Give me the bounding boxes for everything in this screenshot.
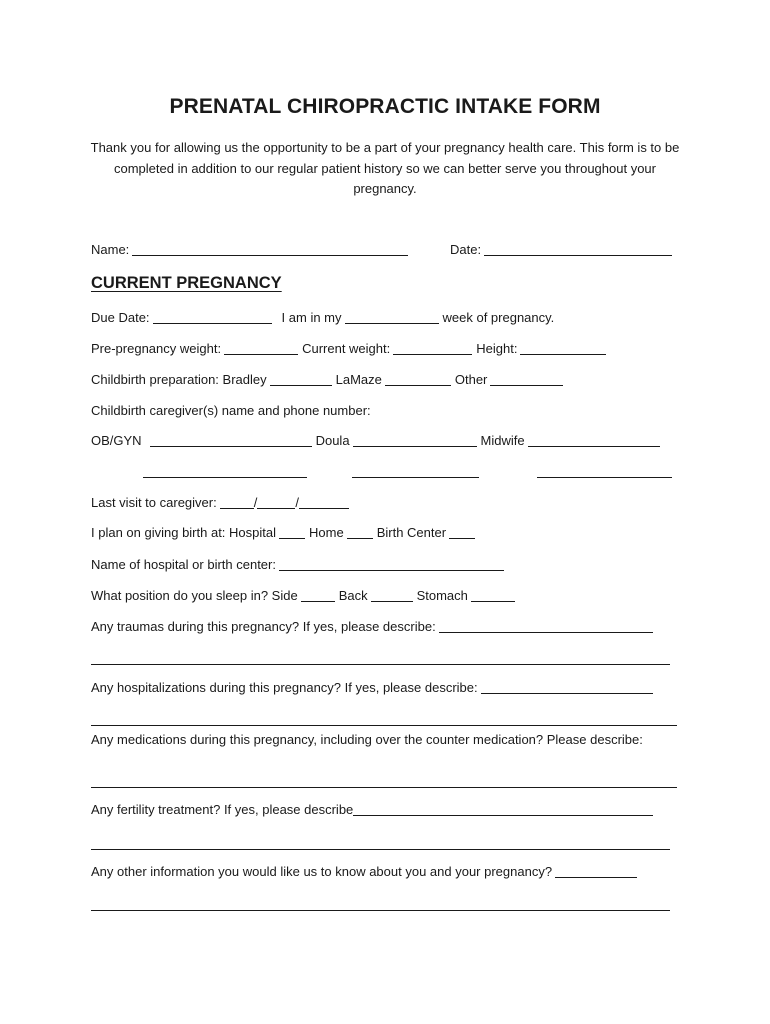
lamaze-field[interactable] (385, 373, 451, 386)
weight-row (91, 341, 610, 357)
lamaze-label: LaMaze (335, 372, 382, 387)
birth-plan-hospital-label: I plan on giving birth at: Hospital (91, 525, 276, 540)
hospitalizations-field[interactable] (481, 681, 653, 694)
midwife-label: Midwife (480, 433, 525, 448)
caregiver-names-row (91, 433, 664, 449)
form-intro: Thank you for allowing us the opportunity to be a part of your pregnancy health care. This form is to be completed in addition to our regular patient history so we can better serve you throughout your pregnancy. (90, 140, 680, 196)
childbirth-prep-label: Childbirth preparation: Bradley (91, 372, 267, 387)
fertility-field-line-2[interactable] (91, 849, 670, 850)
doula-label: Doula (315, 433, 350, 448)
last-visit-month-field[interactable] (220, 496, 254, 509)
hospital-name-row (91, 557, 508, 573)
height-field[interactable] (520, 342, 606, 355)
traumas-field-line-2[interactable] (91, 664, 670, 665)
side-choice-field[interactable] (301, 589, 335, 602)
hospitalizations-field-line-2[interactable] (91, 725, 677, 726)
hospitalizations-label: Any hospitalizations during this pregnancy? If yes, please describe: (91, 680, 478, 695)
back-choice-field[interactable] (371, 589, 413, 602)
home-label: Home (309, 525, 344, 540)
traumas-field[interactable] (439, 620, 653, 633)
i-am-in-my-label: I am in my (281, 310, 342, 325)
other-info-field-line-2[interactable] (91, 910, 670, 911)
doula-phone-field[interactable] (352, 477, 479, 478)
last-visit-day-field[interactable] (257, 496, 295, 509)
stomach-label: Stomach (416, 588, 468, 603)
birth-center-label: Birth Center (376, 525, 447, 540)
section-heading-current-pregnancy: CURRENT PREGNANCY (91, 274, 282, 292)
caregivers-row (91, 403, 371, 419)
birth-center-choice-field[interactable] (449, 526, 475, 539)
traumas-label: Any traumas during this pregnancy? If yes, please describe: (91, 619, 436, 634)
last-visit-year-field[interactable] (299, 496, 349, 509)
name-label: Name: (91, 242, 130, 257)
due-date-row (91, 310, 554, 326)
hospitalizations-row (91, 680, 657, 696)
hospital-name-label: Name of hospital or birth center: (91, 557, 276, 572)
week-field[interactable] (345, 311, 439, 324)
other-prep-field[interactable] (490, 373, 563, 386)
week-of-pregnancy-label: week of pregnancy. (442, 310, 555, 325)
midwife-field[interactable] (528, 434, 660, 447)
other-label: Other (454, 372, 488, 387)
other-info-label: Any other information you would like us to know about you and your pregnancy? (91, 864, 553, 879)
midwife-phone-field[interactable] (537, 477, 672, 478)
sleep-position-row (91, 588, 519, 604)
date-row (450, 242, 676, 258)
other-info-field[interactable] (555, 865, 637, 878)
hospital-name-field[interactable] (279, 558, 504, 571)
current-weight-label: Current weight: (302, 341, 391, 356)
medications-field[interactable] (91, 787, 677, 788)
home-choice-field[interactable] (347, 526, 373, 539)
current-weight-field[interactable] (393, 342, 472, 355)
height-label: Height: (476, 341, 518, 356)
stomach-choice-field[interactable] (471, 589, 515, 602)
caregivers-label: Childbirth caregiver(s) name and phone number: (91, 403, 371, 418)
name-row (91, 242, 412, 258)
pre-pregnancy-weight-label: Pre-pregnancy weight: (91, 341, 222, 356)
fertility-field[interactable] (353, 803, 653, 816)
childbirth-prep-row (91, 372, 567, 388)
name-field[interactable] (132, 243, 408, 256)
birth-plan-row (91, 525, 479, 541)
fertility-label: Any fertility treatment? If yes, please describe (91, 802, 354, 817)
date-label: Date: (450, 242, 482, 257)
last-visit-label: Last visit to caregiver: (91, 495, 217, 510)
last-visit-row (91, 495, 353, 511)
date-slash-1: / (253, 495, 258, 510)
obgyn-phone-field[interactable] (143, 477, 307, 478)
hospital-choice-field[interactable] (279, 526, 305, 539)
due-date-field[interactable] (153, 311, 272, 324)
sleep-side-label: What position do you sleep in? Side (91, 588, 298, 603)
due-date-label: Due Date: (91, 310, 150, 325)
form-title: PRENATAL CHIROPRACTIC INTAKE FORM (169, 95, 601, 118)
fertility-row (91, 802, 657, 818)
other-info-row (91, 864, 641, 880)
pre-pregnancy-weight-field[interactable] (224, 342, 298, 355)
bradley-field[interactable] (270, 373, 332, 386)
date-field[interactable] (484, 243, 672, 256)
traumas-row (91, 619, 657, 635)
date-slash-2: / (295, 495, 299, 510)
doula-field[interactable] (353, 434, 477, 447)
medications-label: Any medications during this pregnancy, including over the counter medication? Please describe: (91, 732, 643, 747)
back-label: Back (338, 588, 368, 603)
obgyn-label: OB/GYN (91, 433, 142, 448)
obgyn-field[interactable] (150, 434, 312, 447)
